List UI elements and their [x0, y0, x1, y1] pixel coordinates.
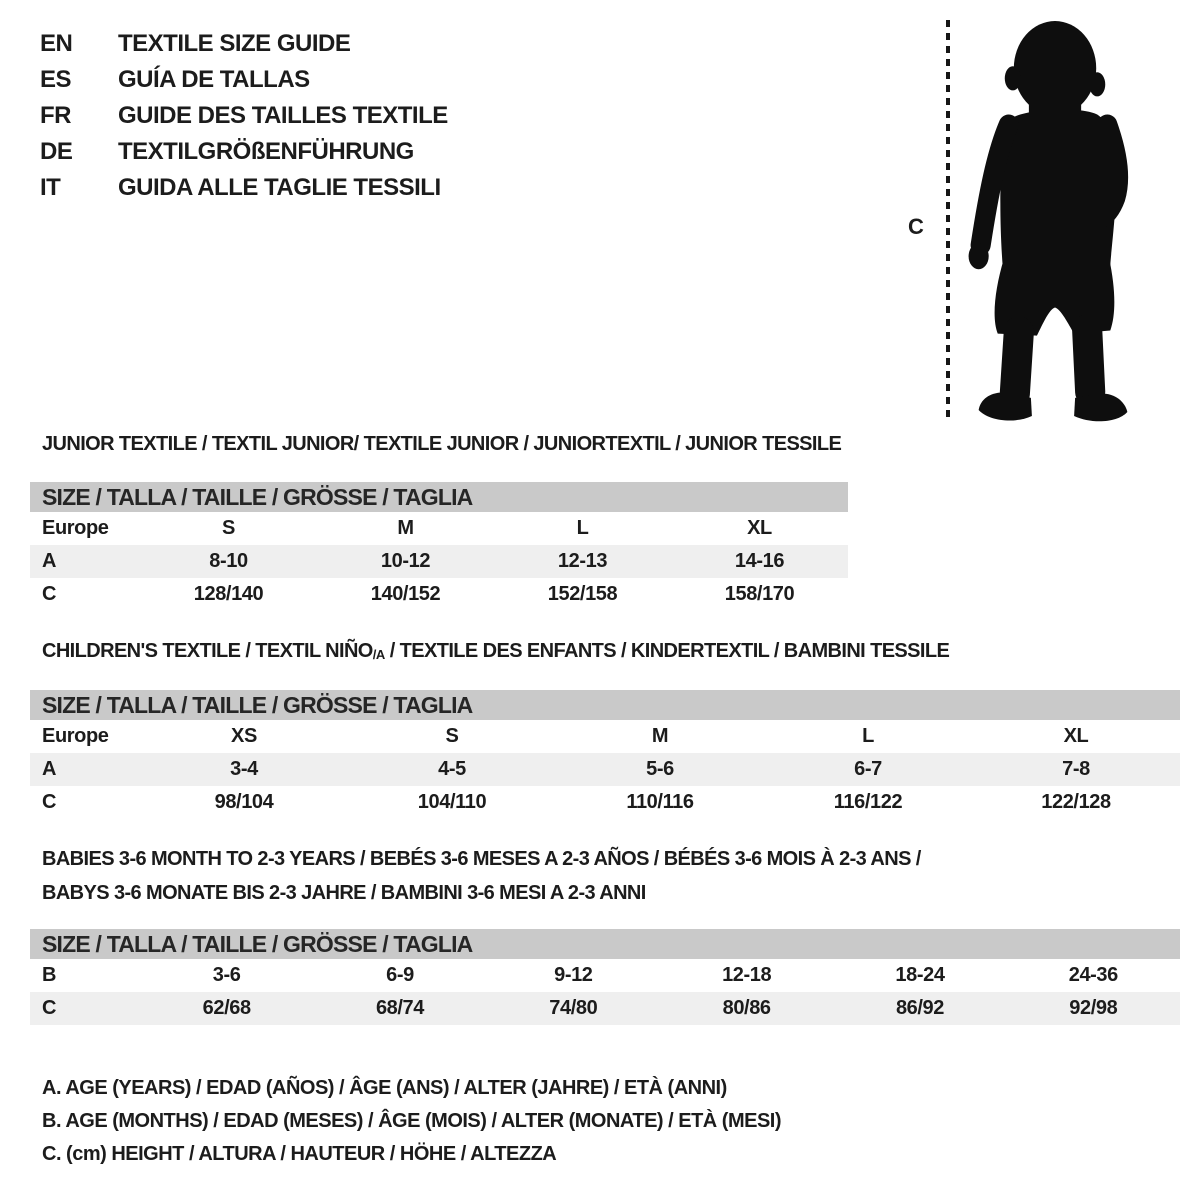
- language-code: ES: [40, 66, 72, 93]
- language-row: [40, 98, 448, 134]
- legend-line-c: C. (cm) HEIGHT / ALTURA / HAUTEUR / HÖHE / ALTEZZA: [42, 1143, 557, 1165]
- language-code: FR: [40, 102, 71, 129]
- language-row: [40, 170, 448, 206]
- guide-title: GUÍA DE TALLAS: [118, 66, 310, 93]
- table-cell: 18-24: [895, 964, 945, 986]
- language-row: [40, 26, 448, 62]
- table-cell: 80/86: [722, 997, 771, 1019]
- babies-size-table: [30, 929, 1180, 1025]
- row-label: A: [42, 758, 57, 780]
- table-row: [30, 578, 848, 611]
- row-label: Europe: [42, 725, 109, 747]
- table-cell: 104/110: [417, 791, 487, 813]
- table-cell: L: [576, 517, 589, 539]
- table-row: [30, 959, 1180, 992]
- table-cell: 68/74: [375, 997, 425, 1019]
- table-cell: 158/170: [724, 583, 795, 605]
- measure-legend: [42, 1072, 781, 1171]
- table-cell: 4-5: [438, 758, 466, 780]
- table-cell: 92/98: [1069, 997, 1118, 1019]
- table-cell: S: [445, 725, 459, 747]
- table-cell: 5-6: [646, 758, 674, 780]
- row-label: C: [42, 791, 57, 813]
- language-title-list: [40, 26, 448, 206]
- table-cell: XL: [1063, 725, 1089, 747]
- language-code: DE: [40, 138, 73, 165]
- table-cell: M: [397, 517, 414, 539]
- children-section-title: [42, 640, 949, 663]
- guide-title: TEXTILGRÖßENFÜHRUNG: [118, 138, 414, 165]
- size-table-header: [30, 929, 1180, 959]
- table-row: [30, 512, 848, 545]
- table-cell: 9-12: [554, 964, 593, 986]
- language-code: IT: [40, 174, 61, 201]
- table-cell: 6-7: [854, 758, 882, 780]
- table-cell: XS: [231, 725, 257, 747]
- junior-section-title: JUNIOR TEXTILE / TEXTIL JUNIOR/ TEXTILE JUNIOR / JUNIORTEXTIL / JUNIOR TESSILE: [42, 433, 842, 455]
- language-code: EN: [40, 30, 73, 57]
- table-row: [30, 545, 848, 578]
- table-cell: 10-12: [380, 550, 431, 572]
- size-table-header-label: SIZE / TALLA / TAILLE / GRÖSSE / TAGLIA: [42, 691, 473, 718]
- table-cell: L: [862, 725, 874, 747]
- row-label: B: [42, 964, 57, 986]
- guide-title: TEXTILE SIZE GUIDE: [118, 30, 351, 57]
- language-row: [40, 134, 448, 170]
- table-cell: 3-6: [212, 964, 241, 986]
- table-cell: 6-9: [386, 964, 414, 986]
- table-cell: 7-8: [1062, 758, 1090, 780]
- table-cell: 116/122: [833, 791, 903, 813]
- row-label: Europe: [42, 517, 109, 539]
- legend-line-a: A. AGE (YEARS) / EDAD (AÑOS) / ÂGE (ANS) / ALTER (JAHRE) / ETÀ (ANNI): [42, 1077, 727, 1099]
- height-measure-figure: [900, 12, 1160, 426]
- table-cell: 140/152: [370, 583, 441, 605]
- height-measure-label: C: [908, 214, 924, 239]
- table-cell: 110/116: [626, 791, 694, 813]
- table-cell: 12-18: [722, 964, 772, 986]
- size-table-header-label: SIZE / TALLA / TAILLE / GRÖSSE / TAGLIA: [42, 930, 473, 957]
- table-cell: 74/80: [549, 997, 598, 1019]
- size-table-header: [30, 690, 1180, 720]
- size-table-header: [30, 482, 848, 512]
- table-row: [30, 753, 1180, 786]
- children-size-table: [30, 690, 1180, 819]
- table-cell: 122/128: [1041, 791, 1111, 813]
- guide-title: GUIDA ALLE TAGLIE TESSILI: [118, 174, 441, 201]
- table-cell: 8-10: [209, 550, 248, 572]
- table-row: [30, 720, 1180, 753]
- size-table-header-label: SIZE / TALLA / TAILLE / GRÖSSE / TAGLIA: [42, 483, 473, 510]
- table-cell: 152/158: [547, 583, 618, 605]
- table-cell: 12-13: [557, 550, 608, 572]
- children-title-subscript: /A: [372, 647, 385, 662]
- table-cell: 86/92: [895, 997, 944, 1019]
- table-cell: 14-16: [734, 550, 785, 572]
- row-label: C: [42, 583, 57, 605]
- children-title-suffix: / TEXTILE DES ENFANTS / KINDERTEXTIL / BAMBINI TESSILE: [384, 640, 950, 662]
- table-cell: 3-4: [230, 758, 258, 780]
- height-measure-dashed-line: [946, 20, 950, 418]
- table-cell: 62/68: [202, 997, 251, 1019]
- row-label: C: [42, 997, 57, 1019]
- babies-section-title-line1: BABIES 3-6 MONTH TO 2-3 YEARS / BEBÉS 3-6 MESES A 2-3 AÑOS / BÉBÉS 3-6 MOIS À 2-3 ANS /: [42, 848, 921, 870]
- table-cell: 128/140: [193, 583, 264, 605]
- children-title-prefix: CHILDREN'S TEXTILE / TEXTIL NIÑO: [42, 640, 373, 662]
- baby-silhouette-icon: [962, 12, 1144, 422]
- table-cell: M: [651, 725, 669, 747]
- babies-section-title-line2: BABYS 3-6 MONATE BIS 2-3 JAHRE / BAMBINI 3-6 MESI A 2-3 ANNI: [42, 882, 646, 904]
- guide-title: GUIDE DES TAILLES TEXTILE: [118, 102, 448, 129]
- table-cell: 24-36: [1068, 964, 1118, 986]
- table-cell: S: [222, 517, 235, 539]
- junior-size-table: [30, 482, 848, 611]
- table-cell: 98/104: [214, 791, 274, 813]
- table-cell: XL: [747, 517, 772, 539]
- table-row: [30, 786, 1180, 819]
- legend-line-b: B. AGE (MONTHS) / EDAD (MESES) / ÂGE (MOIS) / ALTER (MONATE) / ETÀ (MESI): [42, 1110, 782, 1132]
- table-row: [30, 992, 1180, 1025]
- row-label: A: [42, 550, 57, 572]
- language-row: [40, 62, 448, 98]
